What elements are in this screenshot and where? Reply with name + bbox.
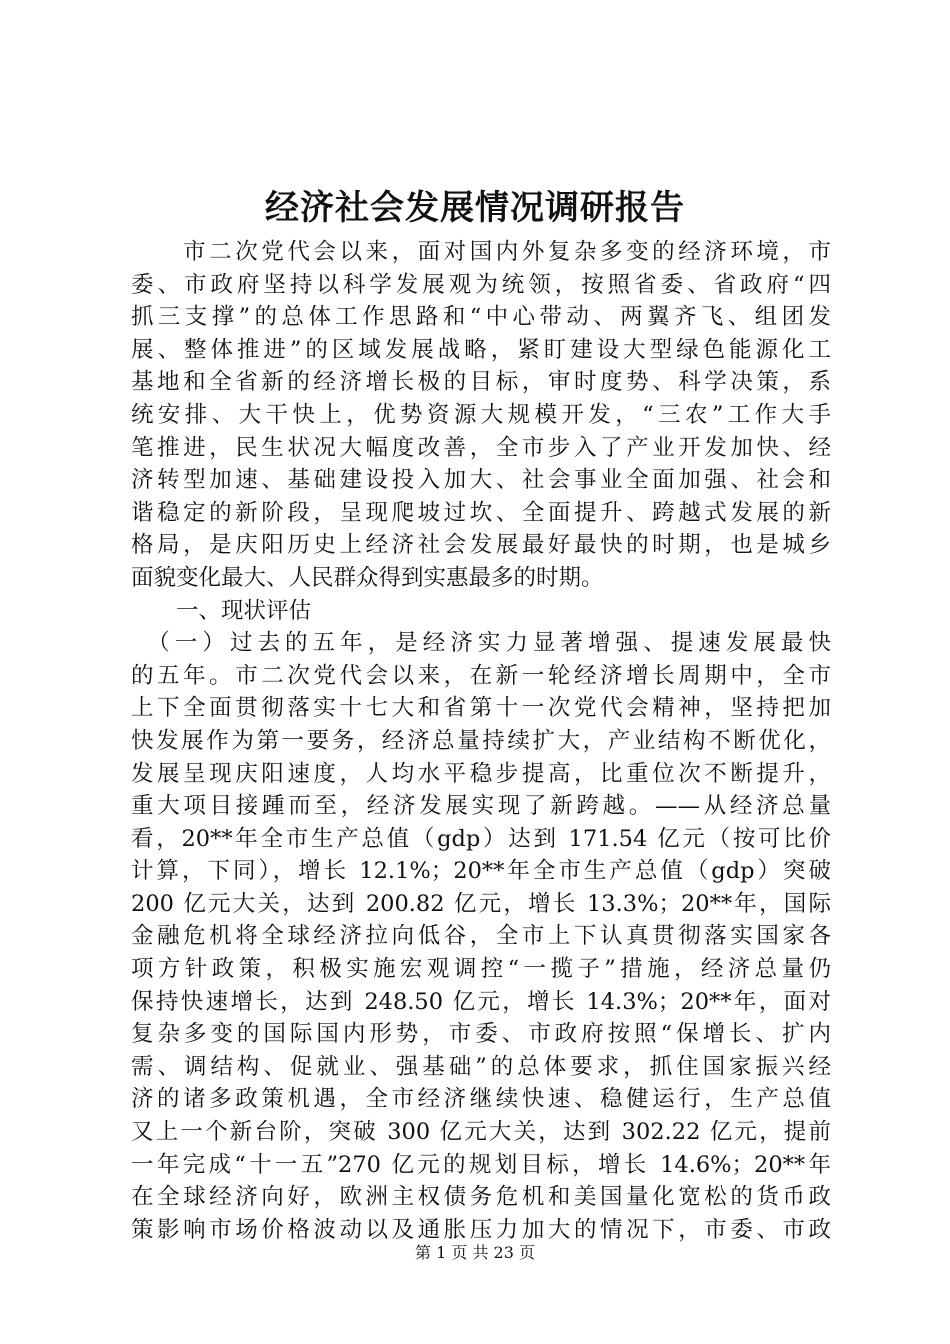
body-line: 格局，是庆阳历史上经济社会发展最好最快的时期，也是城乡 <box>131 532 831 559</box>
body-line: 计算，下同），增长 12.1%；20**年全市生产总值（gdp）突破 <box>131 858 831 885</box>
body-line: 快发展作为第一要务，经济总量持续扩大，产业结构不断优化， <box>131 727 831 754</box>
body-line: 统安排、大干快上，优势资源大规模开发，“三农”工作大手 <box>131 401 831 428</box>
body-line: 发展呈现庆阳速度，人均水平稳步提高，比重位次不断提升， <box>131 760 831 787</box>
body-line: 项方针政策，积极实施宏观调控“一揽子”措施，经济总量仍 <box>131 956 831 983</box>
body-line: 笔推进，民生状况大幅度改善，全市步入了产业开发加快、经 <box>131 434 831 461</box>
document-title: 经济社会发展情况调研报告 <box>265 188 685 228</box>
body-line: 委、市政府坚持以科学发展观为统领，按照省委、省政府“四 <box>131 271 831 298</box>
body-line: 又上一个新台阶，突破 300 亿元大关，达到 302.22 亿元，提前 <box>131 1119 831 1146</box>
body-line: 在全球经济向好，欧洲主权债务危机和美国量化宽松的货币政 <box>131 1184 831 1211</box>
body-line: 金融危机将全球经济拉向低谷，全市上下认真贯彻落实国家各 <box>131 923 831 950</box>
body-line: 策影响市场价格波动以及通胀压力加大的情况下，市委、市政 <box>131 1216 831 1243</box>
body-line: 看，20**年全市生产总值（gdp）达到 171.54 亿元（按可比价 <box>131 825 831 852</box>
section-heading: 一、现状评估 <box>131 597 312 624</box>
body-line: 重大项目接踵而至，经济发展实现了新跨越。——从经济总量 <box>131 793 831 820</box>
body-line: 上下全面贯彻落实十七大和省第十一次党代会精神，坚持把加 <box>131 695 831 722</box>
body-line: 保持快速增长，达到 248.50 亿元，增长 14.3%；20**年，面对 <box>131 988 831 1015</box>
body-line: 的五年。市二次党代会以来，在新一轮经济增长周期中，全市 <box>131 662 831 689</box>
body-line: （一）过去的五年，是经济实力显著增强、提速发展最快 <box>131 630 831 657</box>
body-line: 200 亿元大关，达到 200.82 亿元，增长 13.3%；20**年，国际 <box>131 890 831 917</box>
page-number-footer: 第 1 页 共 23 页 <box>415 1243 535 1262</box>
body-line: 需、调结构、促就业、强基础”的总体要求，抓住国家振兴经 <box>131 1053 831 1080</box>
body-line: 一年完成“十一五”270 亿元的规划目标，增长 14.6%；20**年 <box>131 1151 831 1178</box>
body-line: 基地和全省新的经济增长极的目标，审时度势、科学决策，系 <box>131 369 831 396</box>
body-line: 济转型加速、基础建设投入加大、社会事业全面加强、社会和 <box>131 467 831 494</box>
document-body <box>131 236 831 1246</box>
body-line: 谐稳定的新阶段，呈现爬坡过坎、全面提升、跨越式发展的新 <box>131 499 831 526</box>
body-line: 抓三支撑”的总体工作思路和“中心带动、两翼齐飞、组团发 <box>131 304 831 331</box>
body-line: 面貌变化最大、人民群众得到实惠最多的时期。 <box>131 564 604 591</box>
body-line: 市二次党代会以来，面对国内外复杂多变的经济环境，市 <box>131 239 831 265</box>
body-line: 济的诸多政策机遇，全市经济继续快速、稳健运行，生产总值 <box>131 1086 831 1113</box>
body-line: 复杂多变的国际国内形势，市委、市政府按照“保增长、扩内 <box>131 1021 831 1048</box>
body-line: 展、整体推进”的区域发展战略，紧盯建设大型绿色能源化工 <box>131 336 831 363</box>
